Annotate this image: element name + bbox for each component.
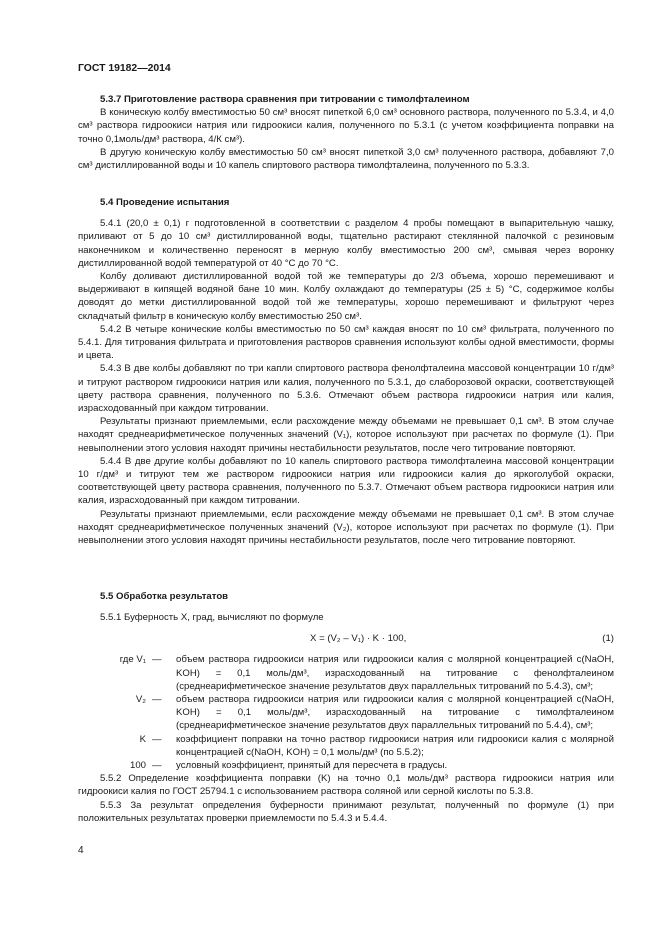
paragraph: В другую коническую колбу вместимостью 50 см³ вносят пипеткой 3,0 см³ полученного раствора, добавляют 7,0 см³ дистиллированной воды и 10 капель спиртового раствора тимолфталеина, полученного по 5.3.3. xyxy=(78,146,614,172)
definition-symbol: где V₁ xyxy=(119,654,146,666)
paragraph: В коническую колбу вместимостью 50 см³ вносят пипеткой 6,0 см³ основного раствора, полученного по 5.3.4, и 4,0 см³ раствора гидроокиси натрия или гидроокиси калия, полученного по 5.3.1 (с учетом коэффициента поправки на точно 0,1моль/дм³ раствора, 4/К см³). xyxy=(78,107,614,145)
definition-item: где V₁ — объем раствора гидроокиси натрия или гидроокиси калия с молярной концентрацией c(NaOH, KOH) = 0,1 моль/дм³, израсходованный на титрование с фенолфталеином (среднеарифметическое значение результатов двух параллельных титрований по 5.4.3), см³; xyxy=(78,653,614,693)
paragraph: 5.4.4 В две другие колбы добавляют по 10 капель спиртового раствора тимолфталеина массовой концентрации 10 г/дм³ и титруют тем же раствором гидроокиси натрия или гидроокиси калия до яркоголубой окраски, соответствующей цвету раствора сравнения, полученного по 5.3.7. Отмечают объем раствора гидроокиси натрия или калия, израсходованный при каждом титровании. xyxy=(78,455,614,507)
definition-symbol: 100 xyxy=(129,760,146,772)
definition-item: K — коэффициент поправки на точно раствор гидроокиси натрия или гидроокиси калия с молярной концентрацией c(NaOH, KOH) = 0,1 моль/дм³ (по 5.5.2); xyxy=(78,733,614,759)
definition-text: объем раствора гидроокиси натрия или гидроокиси калия с молярной концентрацией c(NaOH, KOH) = 0,1 моль/дм³, израсходованный на титрование с тимолфталеином (среднеарифметическое значение результатов двух параллельных титрований по 5.4.4), см³; xyxy=(176,694,614,732)
paragraph: Результаты признают приемлемыми, если расхождение между объемами не превышает 0,1 см³. В этом случае находят среднеарифметическое полученных значений (V₂), которое используют при расчетах по формуле (1). При невыполнении этого условия находят причины нестабильности результатов, после чего титрование повторяют. xyxy=(78,508,614,547)
section-title: 5.4 Проведение испытания xyxy=(100,197,230,208)
section-5-4 xyxy=(78,196,614,547)
section-title: 5.3.7 Приготовление раствора сравнения при титровании с тимолфталеином xyxy=(100,94,470,105)
section-title: 5.5 Обработка результатов xyxy=(100,591,229,602)
definition-symbol: K xyxy=(139,733,146,745)
paragraph: 5.4.2 В четыре конические колбы вместимостью по 50 см³ каждая вносят по 10 см³ фильтрата, полученного по 5.4.1. Для титрования фильтрата и приготовления растворов сравнения используют колбы одной вместимости, формы и цвета. xyxy=(78,323,614,362)
paragraph: 5.4.1 (20,0 ± 0,1) г подготовленной в соответствии с разделом 4 пробы помещают в выпарительную чашку, приливают от 5 до 10 см³ дистиллированной воды, тщательно растирают стеклянной палочкой с резиновым наконечником и количественно переносят в мерную колбу вместимостью 200 см³, смывая через воронку дистиллированной водой температурой от 40 °С до 70 °С. xyxy=(78,218,614,269)
definition-item: 100 — условный коэффициент, принятый для пересчета в градусы. xyxy=(78,759,614,772)
paragraph: 5.5.3 За результат определения буферности принимают результат, полученный по формуле (1) при положительных результатах проверки приемлемости по 5.4.3 и 5.4.4. xyxy=(78,799,614,824)
paragraph: 5.5.1 Буферность X, град, вычисляют по формуле xyxy=(100,612,324,624)
paragraph: Результаты признают приемлемыми, если расхождение между объемами не превышает 0,1 см³. В этом случае находят среднеарифметическое полученных значений (V₁), которое используют при расчетах по формуле (1). При невыполнении этого условия находят причины нестабильности результатов, после чего титрование повторяют. xyxy=(78,416,614,454)
definition-text: коэффициент поправки на точно раствор гидроокиси натрия или гидроокиси калия с молярной концентрацией c(NaOH, KOH) = 0,1 моль/дм³ (по 5.5.2); xyxy=(176,733,614,758)
definition-text: объем раствора гидроокиси натрия или гидроокиси калия с молярной концентрацией c(NaOH, KOH) = 0,1 моль/дм³, израсходованный на титрование с фенолфталеином (среднеарифметическое значение результатов двух параллельных титрований по 5.4.3), см³; xyxy=(176,654,614,692)
section-5-5 xyxy=(78,590,614,825)
formula-expression: X = (V₂ – V₁) · K · 100, xyxy=(310,633,407,645)
definition-symbol: V₂ xyxy=(135,694,146,706)
formula xyxy=(78,632,614,647)
paragraph: 5.5.2 Определение коэффициента поправки (K) на точно 0,1 моль/дм³ раствора гидроокиси натрия или гидроокиси калия по ГОСТ 25794.1 с использованием раствора соляной или серной кислоты по 5.3.8. xyxy=(78,773,614,798)
definition-text: условный коэффициент, принятый для пересчета в градусы. xyxy=(176,760,448,772)
paragraph: 5.4.3 В две колбы добавляют по три капли спиртового раствора фенолфталеина массовой концентрации 10 г/дм³ и титруют раствором гидроокиси натрия или калия, полученного по 5.3.1, до слаборозовой окраски, соответствующей цвету раствора сравнения, полученного по 5.3.6. Отмечают объем раствора гидроокиси натрия или калия, израсходованный при каждом титровании. xyxy=(78,363,614,415)
definitions-list xyxy=(78,653,614,772)
page-number: 4 xyxy=(78,845,84,856)
paragraph: Колбу доливают дистиллированной водой той же температуры до 2/3 объема, хорошо перемешивают и выдерживают в кипящей водяной бане 10 мин. Колбу охлаждают до температуры (25 ± 5) °С, содержимое колбы доводят до метки дистиллированной водой той же температуры, хорошо перемешивают и фильтруют через складчатый фильтр в коническую колбу вместимостью 250 см³. xyxy=(78,271,614,322)
document-header: ГОСТ 19182—2014 xyxy=(78,63,171,74)
formula-number: (1) xyxy=(602,633,614,645)
definition-item: V₂ — объем раствора гидроокиси натрия или гидроокиси калия с молярной концентрацией c(NaOH, KOH) = 0,1 моль/дм³, израсходованный на титрование с тимолфталеином (среднеарифметическое значение результатов двух параллельных титрований по 5.4.4), см³; xyxy=(78,693,614,733)
section-5-3-7 xyxy=(78,93,614,172)
